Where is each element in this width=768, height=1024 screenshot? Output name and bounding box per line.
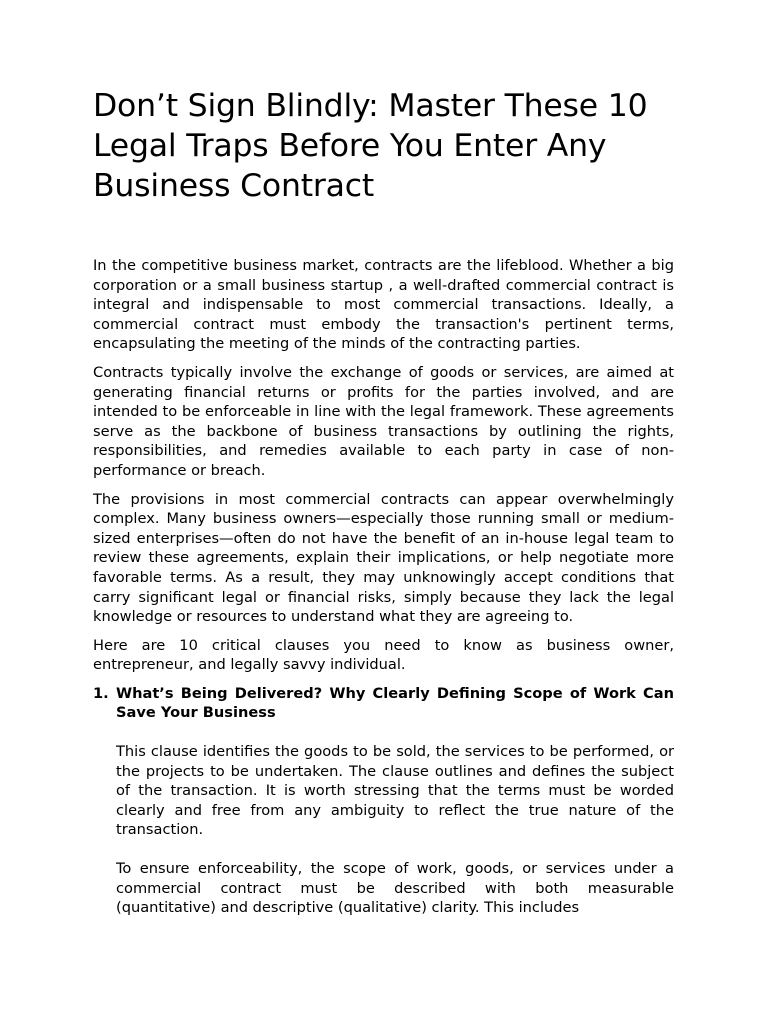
clause-heading: What’s Being Delivered? Why Clearly Defining Scope of Work Can Save Your Business [116,684,674,722]
contracts-paragraph: Contracts typically involve the exchange of goods or services, are aimed at generating financial returns or profits for the parties involved, and are intended to be enforceable in line with the legal framework. These agreements serve as the backbone of business transactions by outlining the rights, responsibilities, and remedies available to each party in case of non-performance or breach. [93,363,674,479]
clause-paragraph: To ensure enforceability, the scope of work, goods, or services under a commercial contract must be described with both measurable (quantitative) and descriptive (qualitative) clarity. This includes [116,860,674,917]
document-title: Don’t Sign Blindly: Master These 10 Legal Traps Before You Enter Any Business Contract [93,88,648,204]
clause-item [93,684,674,918]
clauses-intro-paragraph: Here are 10 critical clauses you need to know as business owner, entrepreneur, and legally savvy individual. [93,636,674,674]
document-body [93,256,674,918]
intro-paragraph: In the competitive business market, contracts are the lifeblood. Whether a big corporation or a small business startup , a well-drafted commercial contract is integral and indispensable to most commercial transactions. Ideally, a commercial contract must embody the transaction's pertinent terms, encapsulating the meeting of the minds of the contracting parties. [93,257,674,353]
complexity-paragraph: The provisions in most commercial contracts can appear overwhelmingly complex. Many business owners—especially those running small or medium-sized enterprises—often do not have the benefit of an in-house legal team to review these agreements, explain their implications, or help negotiate more favorable terms. As a result, they may unknowingly accept conditions that carry significant legal or financial risks, simply because they lack the legal knowledge or resources to understand what they are agreeing to. [93,490,674,626]
clause-paragraph: This clause identifies the goods to be sold, the services to be performed, or the projects to be undertaken. The clause outlines and defines the subject of the transaction. It is worth stressing that the terms must be worded clearly and free from any ambiguity to reflect the true nature of the transaction. [116,743,674,839]
document-page [93,86,674,918]
clause-list [93,684,674,918]
clause-number: 1. [93,684,109,702]
